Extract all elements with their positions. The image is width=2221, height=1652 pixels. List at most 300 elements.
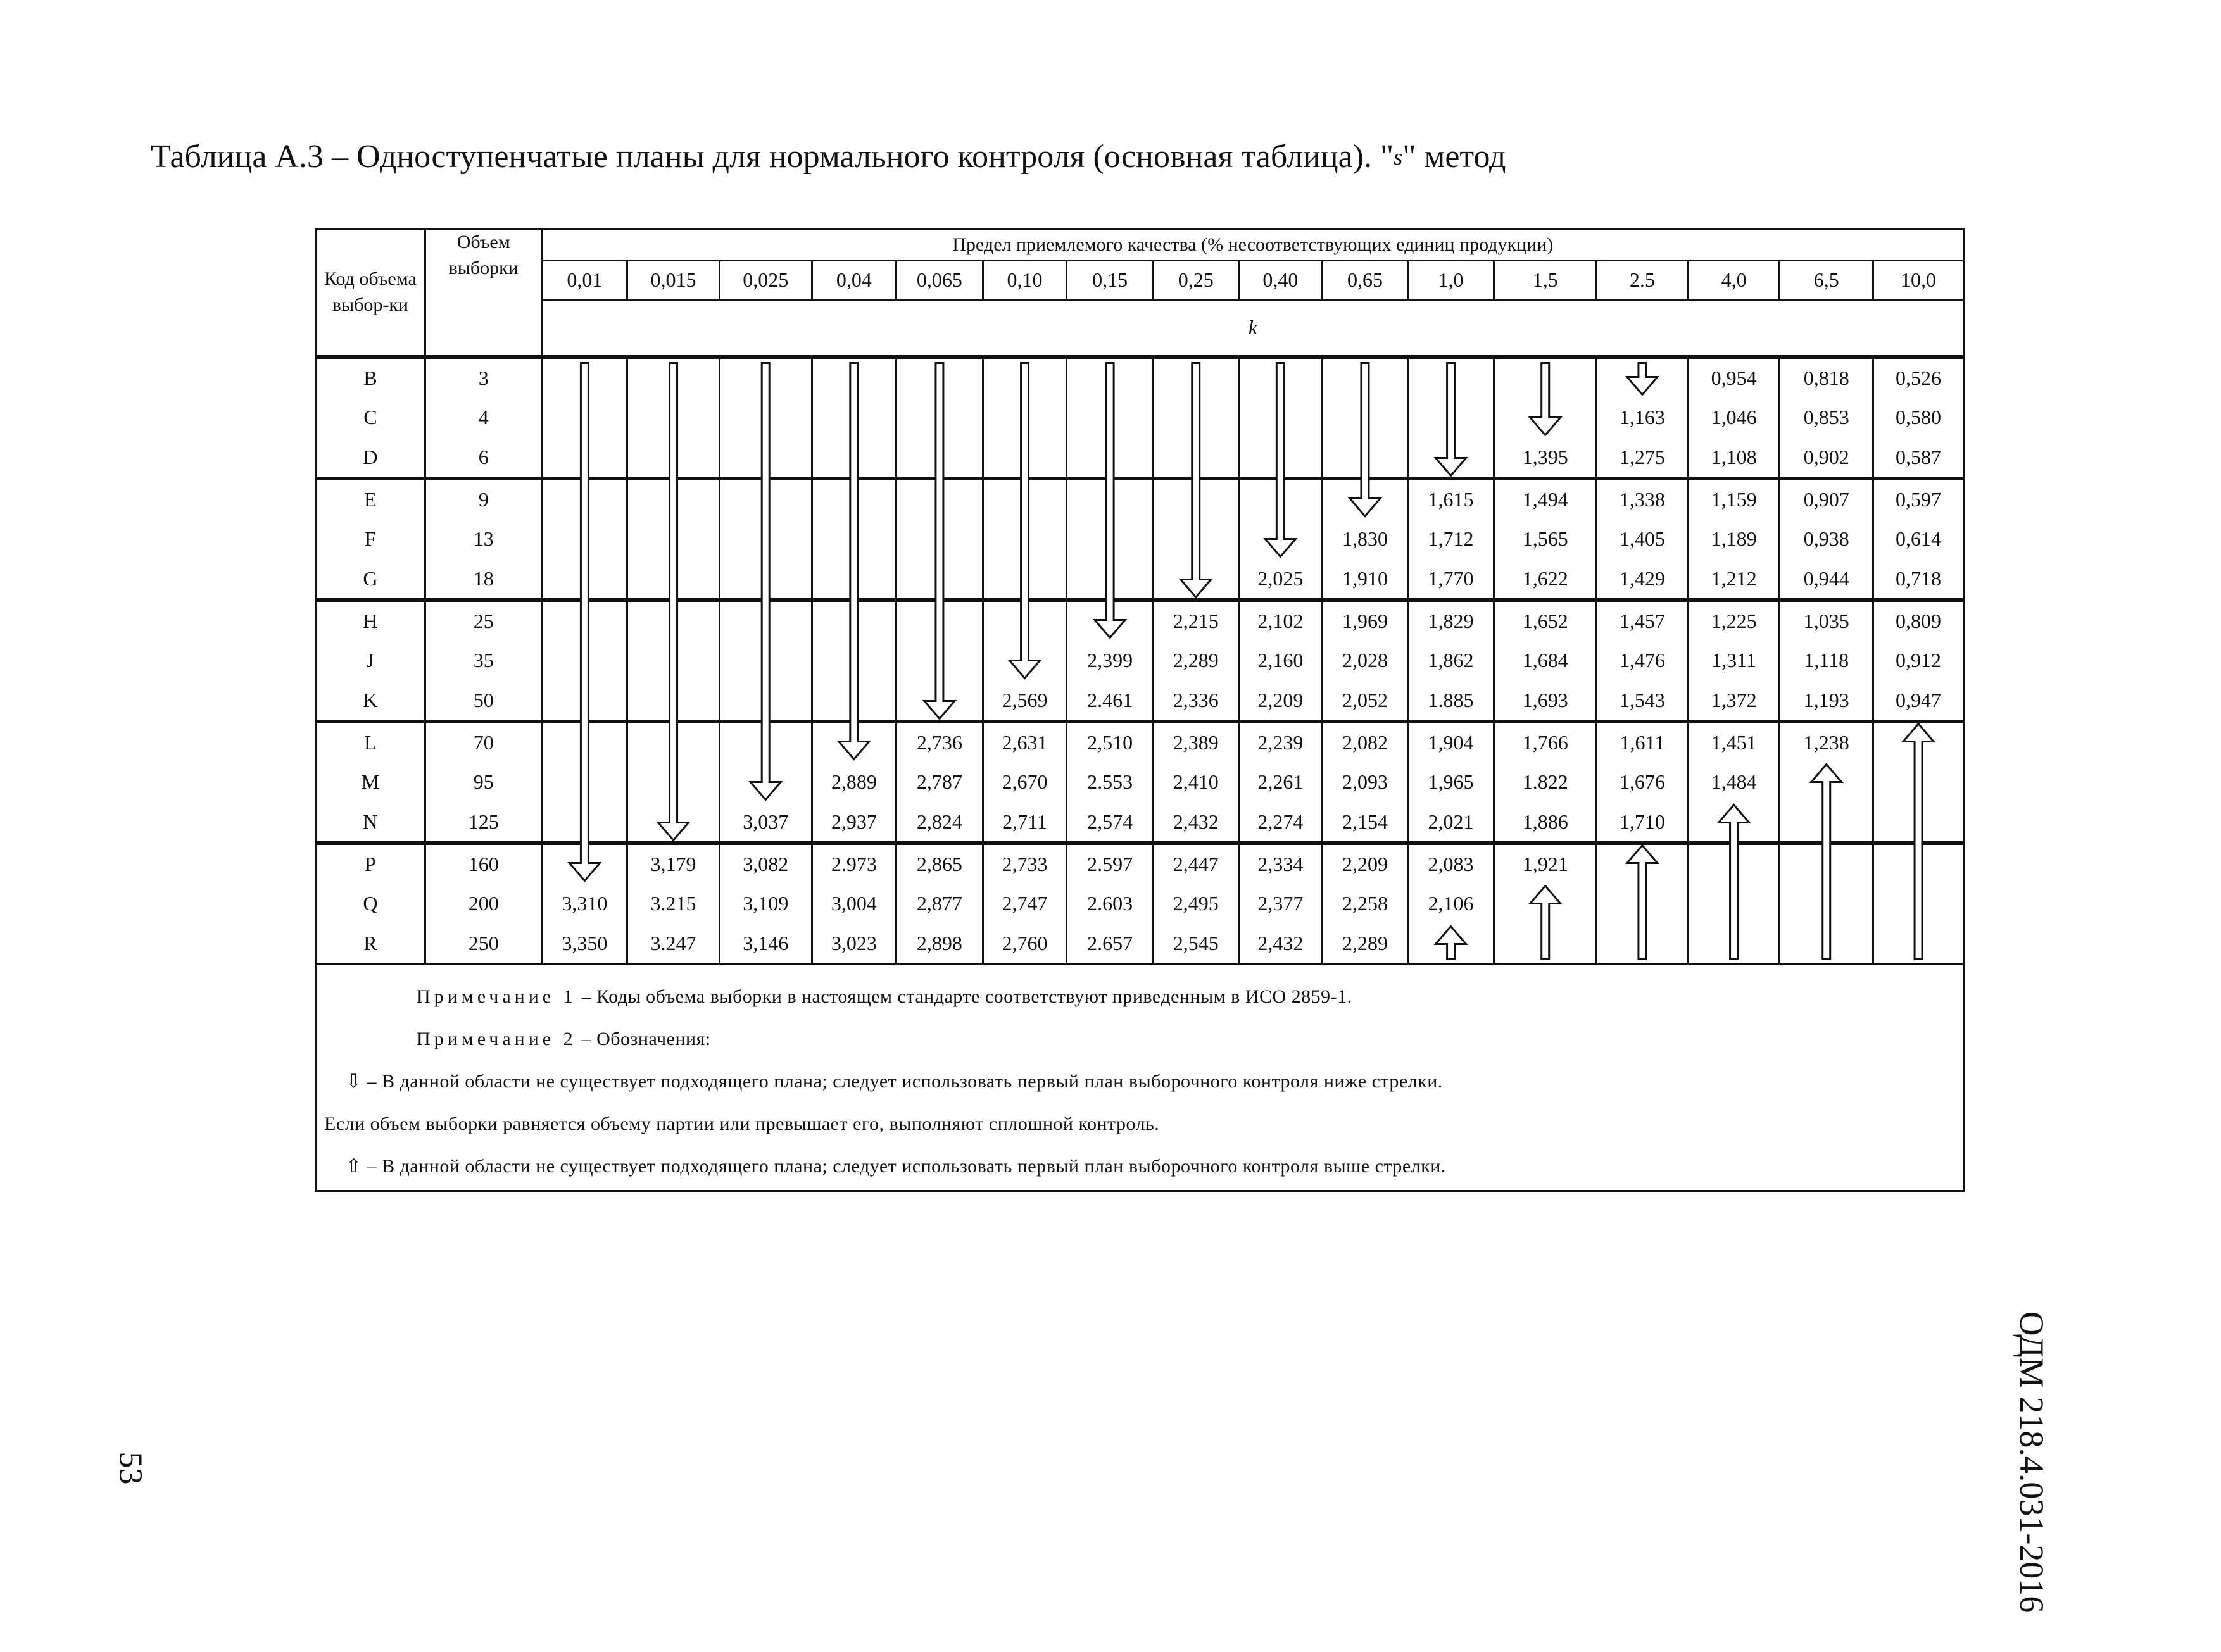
sample-size-cell: 250 [425,924,542,965]
k-value-cell [542,479,627,519]
k-value-cell [1494,357,1597,397]
k-value-cell [719,479,812,519]
k-value-cell [812,681,897,722]
k-value-cell: 0,938 [1780,519,1873,560]
table-row [316,397,1964,438]
k-value-cell: 1,163 [1597,397,1689,438]
sample-code-cell: Q [316,884,425,924]
k-value-cell: 3,023 [812,924,897,965]
header-sample-size: Объем выборки [425,229,542,357]
document-code: ОДМ 218.4.031-2016 [2013,1311,2051,1613]
k-value-cell: 3,004 [812,884,897,924]
aql-level-header: 0,10 [983,261,1067,300]
k-value-cell: 1,035 [1780,600,1873,641]
k-value-cell [627,397,720,438]
k-value-cell: 2,631 [983,722,1067,762]
k-value-cell: 1,862 [1407,641,1494,681]
k-value-cell [719,722,812,762]
k-value-cell [1407,438,1494,479]
k-value-cell: 2,261 [1238,762,1323,803]
k-value-cell [719,560,812,600]
k-value-cell [542,560,627,600]
k-value-cell: 2,215 [1153,600,1238,641]
k-value-cell [897,357,983,397]
table-row [316,924,1964,965]
k-value-cell: 0,907 [1780,479,1873,519]
k-value-cell [812,641,897,681]
k-value-cell [983,397,1067,438]
k-value-cell [719,762,812,803]
k-value-cell: 1,565 [1494,519,1597,560]
k-value-cell: 2.461 [1067,681,1154,722]
sample-size-cell: 35 [425,641,542,681]
sample-code-cell: B [316,357,425,397]
k-value-cell: 0,718 [1873,560,1964,600]
k-value-cell: 2,239 [1238,722,1323,762]
k-value-cell [627,357,720,397]
k-value-cell: 0,902 [1780,438,1873,479]
k-value-cell [1597,924,1689,965]
k-value-cell: 1,969 [1323,600,1408,641]
k-value-cell [627,479,720,519]
sample-code-cell: C [316,397,425,438]
aql-levels-row [316,261,1964,300]
k-value-cell: 0,580 [1873,397,1964,438]
sample-code-cell: N [316,803,425,843]
k-value-cell [1153,357,1238,397]
k-value-cell [627,722,720,762]
k-value-cell: 1,710 [1597,803,1689,843]
k-value-cell: 2,399 [1067,641,1154,681]
k-value-cell: 2,052 [1323,681,1408,722]
sample-size-cell: 13 [425,519,542,560]
k-value-cell: 1.822 [1494,762,1597,803]
note-1-label: Примечание 1 [417,986,577,1007]
k-value-cell: 1,372 [1688,681,1780,722]
k-value-cell [542,438,627,479]
k-value-cell [897,681,983,722]
k-value-cell [1873,924,1964,965]
k-value-cell: 1,189 [1688,519,1780,560]
k-value-cell [812,519,897,560]
k-value-cell [1597,884,1689,924]
k-value-cell [719,438,812,479]
k-value-cell: 1,395 [1494,438,1597,479]
k-value-cell [1238,397,1323,438]
table-row [316,357,1964,397]
k-value-cell: 2,889 [812,762,897,803]
k-value-cell [1407,397,1494,438]
page-number: 53 [112,1451,149,1485]
k-value-cell: 2,274 [1238,803,1323,843]
k-value-cell [1238,519,1323,560]
k-value-cell: 2,025 [1238,560,1323,600]
k-value-cell: 0,587 [1873,438,1964,479]
header-k: k [542,300,1963,357]
k-value-cell: 1,611 [1597,722,1689,762]
k-value-cell: 2,154 [1323,803,1408,843]
k-value-cell: 2,336 [1153,681,1238,722]
k-value-cell: 1,684 [1494,641,1597,681]
k-value-cell [542,519,627,560]
k-value-cell [1067,438,1154,479]
k-value-cell: 1,476 [1597,641,1689,681]
sample-code-cell: D [316,438,425,479]
table-caption [151,138,1506,175]
k-value-cell [812,479,897,519]
k-value-cell: 1,311 [1688,641,1780,681]
k-value-cell: 2,389 [1153,722,1238,762]
k-value-cell [1323,357,1408,397]
k-value-cell [542,681,627,722]
k-value-cell [627,560,720,600]
table-row [316,438,1964,479]
k-value-cell: 0,954 [1688,357,1780,397]
k-value-cell: 1,770 [1407,560,1494,600]
sample-code-cell: G [316,560,425,600]
k-value-cell: 2.973 [812,843,897,884]
k-value-cell [983,600,1067,641]
k-value-cell [627,803,720,843]
k-value-cell: 2,760 [983,924,1067,965]
k-value-cell: 1,275 [1597,438,1689,479]
k-value-cell [542,803,627,843]
k-value-cell [542,722,627,762]
sample-size-cell: 18 [425,560,542,600]
k-value-cell [1688,884,1780,924]
k-value-cell [1873,884,1964,924]
k-value-cell: 1,108 [1688,438,1780,479]
note-arrow-down-text: – В данной области не существует подходящего плана; следует использовать первый план выборочного контроля ниже стрелки. [362,1071,1443,1092]
sample-size-cell: 9 [425,479,542,519]
k-value-cell: 2,824 [897,803,983,843]
aql-level-header: 0,40 [1238,261,1323,300]
sample-code-cell: M [316,762,425,803]
k-value-cell [1780,803,1873,843]
k-value-cell: 2.657 [1067,924,1154,965]
k-value-cell: 1,904 [1407,722,1494,762]
k-value-cell [1238,357,1323,397]
k-value-cell [1494,924,1597,965]
k-value-cell [983,438,1067,479]
notes-cell [316,965,1964,1191]
aql-level-header: 10,0 [1873,261,1964,300]
table-row [316,722,1964,762]
k-value-cell: 1,159 [1688,479,1780,519]
k-value-cell [542,357,627,397]
k-value-cell [719,357,812,397]
k-value-cell: 0,809 [1873,600,1964,641]
k-value-cell: 2,334 [1238,843,1323,884]
note-1-text: – Коды объема выборки в настоящем стандарте соответствуют приведенным в ИСО 2859-1. [576,986,1352,1007]
k-value-cell [983,641,1067,681]
k-value-cell: 1,921 [1494,843,1597,884]
k-value-cell: 2,711 [983,803,1067,843]
k-value-cell: 2,377 [1238,884,1323,924]
k-value-cell: 2,545 [1153,924,1238,965]
k-value-cell: 1,676 [1597,762,1689,803]
table-row [316,884,1964,924]
table-row [316,843,1964,884]
k-value-cell [1323,438,1408,479]
k-value-cell: 0,912 [1873,641,1964,681]
k-value-cell [1153,438,1238,479]
aql-level-header: 0,15 [1067,261,1154,300]
aql-level-header: 0,65 [1323,261,1408,300]
aql-level-header: 0,25 [1153,261,1238,300]
k-value-cell: 2,410 [1153,762,1238,803]
k-value-cell [1780,762,1873,803]
k-value-cell: 2,865 [897,843,983,884]
k-value-cell [627,762,720,803]
sample-code-cell: R [316,924,425,965]
note-arrow-down [317,1060,1963,1103]
k-value-cell: 2,028 [1323,641,1408,681]
k-value-cell [1688,924,1780,965]
header-aql-group: Предел приемлемого качества (% несоответствующих единиц продукции) [542,229,1963,261]
k-value-cell: 2,021 [1407,803,1494,843]
k-value-cell [1407,924,1494,965]
aql-level-header: 0,04 [812,261,897,300]
k-value-cell: 2.597 [1067,843,1154,884]
sample-code-cell: H [316,600,425,641]
k-value-cell [542,843,627,884]
k-value-cell [719,641,812,681]
k-value-cell: 2.553 [1067,762,1154,803]
k-value-cell: 3,350 [542,924,627,965]
note-arrow-up [317,1145,1963,1187]
note-1 [317,975,1963,1018]
aql-level-header: 4,0 [1688,261,1780,300]
k-value-cell [812,357,897,397]
k-value-cell [1067,600,1154,641]
table-row [316,479,1964,519]
k-value-cell [897,479,983,519]
k-value-cell [719,397,812,438]
sample-size-cell: 200 [425,884,542,924]
k-value-cell [1780,924,1873,965]
k-value-cell [627,641,720,681]
k-value-cell [542,600,627,641]
k-value-cell: 2,083 [1407,843,1494,884]
k-value-cell [542,397,627,438]
k-value-cell [1597,357,1689,397]
sample-size-cell: 3 [425,357,542,397]
k-value-cell: 1,494 [1494,479,1597,519]
k-value-cell: 2,898 [897,924,983,965]
k-value-cell [1323,479,1408,519]
k-value-cell: 1.885 [1407,681,1494,722]
k-value-cell: 2,670 [983,762,1067,803]
k-value-cell [1494,884,1597,924]
k-value-cell [627,681,720,722]
note-full-control: Если объем выборки равняется объему партии или превышает его, выполняют сплошной контроль. [324,1113,1160,1134]
aql-level-header: 0,065 [897,261,983,300]
k-value-cell [719,681,812,722]
table-row [316,641,1964,681]
k-value-cell [1067,519,1154,560]
k-value-cell [983,357,1067,397]
k-value-cell: 2,258 [1323,884,1408,924]
table-row [316,762,1964,803]
sample-size-cell: 160 [425,843,542,884]
k-value-cell: 3,037 [719,803,812,843]
k-value-cell [542,762,627,803]
table-row [316,600,1964,641]
sampling-plans-table [315,228,1965,1192]
k-value-cell [812,397,897,438]
k-value-cell [812,722,897,762]
k-value-cell: 2,160 [1238,641,1323,681]
k-value-cell [1780,843,1873,884]
k-value-cell [719,600,812,641]
k-value-cell: 2,510 [1067,722,1154,762]
k-value-cell [1067,479,1154,519]
k-value-cell [1153,397,1238,438]
sample-size-cell: 6 [425,438,542,479]
k-value-cell [983,560,1067,600]
sample-code-cell: L [316,722,425,762]
k-value-cell: 2,787 [897,762,983,803]
note-2-text: – Обозначения: [576,1029,711,1049]
k-value-cell: 0,614 [1873,519,1964,560]
k-value-cell [1597,843,1689,884]
k-value-cell: 1,451 [1688,722,1780,762]
k-value-cell: 3,082 [719,843,812,884]
sample-code-cell: F [316,519,425,560]
k-value-cell [627,438,720,479]
aql-level-header: 6,5 [1780,261,1873,300]
k-value-cell: 3,179 [627,843,720,884]
k-value-cell: 1,225 [1688,600,1780,641]
k-value-cell: 1,712 [1407,519,1494,560]
k-value-cell: 1,338 [1597,479,1689,519]
k-value-cell: 2,937 [812,803,897,843]
k-value-cell: 3,310 [542,884,627,924]
sample-code-cell: E [316,479,425,519]
aql-level-header: 0,025 [719,261,812,300]
k-value-cell [1873,762,1964,803]
k-value-cell: 2,495 [1153,884,1238,924]
k-value-cell: 2,447 [1153,843,1238,884]
note-2-label: Примечание 2 [417,1029,577,1049]
k-value-cell: 1,238 [1780,722,1873,762]
k-value-cell: 2,106 [1407,884,1494,924]
caption-symbol: s [1394,144,1403,170]
sample-size-cell: 125 [425,803,542,843]
k-value-cell [719,519,812,560]
k-value-cell: 0,944 [1780,560,1873,600]
k-value-cell: 2,209 [1323,843,1408,884]
k-value-cell [812,560,897,600]
k-value-cell: 1,457 [1597,600,1689,641]
k-value-cell: 1,543 [1597,681,1689,722]
k-value-cell [1873,843,1964,884]
table-body [316,357,1964,965]
sample-code-cell: K [316,681,425,722]
k-value-cell: 1,829 [1407,600,1494,641]
aql-level-header: 1,5 [1494,261,1597,300]
k-value-cell [1323,397,1408,438]
k-value-cell: 0,853 [1780,397,1873,438]
k-value-cell: 1,615 [1407,479,1494,519]
k-value-cell [1153,560,1238,600]
k-value-cell [542,641,627,681]
k-value-cell [897,397,983,438]
k-value-cell: 3,109 [719,884,812,924]
k-value-cell: 0,947 [1873,681,1964,722]
k-value-cell: 2,209 [1238,681,1323,722]
k-value-cell [1688,843,1780,884]
k-value-cell: 1,830 [1323,519,1408,560]
k-value-cell: 0,597 [1873,479,1964,519]
k-value-cell [897,600,983,641]
k-value-cell: 1,693 [1494,681,1597,722]
k-value-cell: 3,146 [719,924,812,965]
k-value-cell: 2,733 [983,843,1067,884]
k-value-cell: 1,652 [1494,600,1597,641]
sample-code-cell: J [316,641,425,681]
k-value-cell: 1,910 [1323,560,1408,600]
k-value-cell [1238,438,1323,479]
k-value-cell: 2,569 [983,681,1067,722]
sample-size-cell: 4 [425,397,542,438]
aql-level-header: 0,01 [542,261,627,300]
k-value-cell [1067,397,1154,438]
k-value-cell [897,560,983,600]
k-value-cell [1873,803,1964,843]
k-value-cell [812,600,897,641]
k-value-cell: 2,432 [1153,803,1238,843]
caption-suffix: " метод [1402,139,1506,175]
k-value-cell [627,519,720,560]
k-value-cell: 2,736 [897,722,983,762]
k-value-cell [1780,884,1873,924]
k-value-cell: 1,766 [1494,722,1597,762]
k-value-cell [1688,803,1780,843]
sample-code-cell: P [316,843,425,884]
k-value-cell: 1,405 [1597,519,1689,560]
k-value-cell [812,438,897,479]
k-value-cell: 2,082 [1323,722,1408,762]
k-value-cell: 2,877 [897,884,983,924]
k-value-cell: 0,526 [1873,357,1964,397]
k-value-cell [627,600,720,641]
k-value-cell [1067,560,1154,600]
arrow-up-icon: ⇧ [346,1156,362,1177]
k-value-cell [1067,357,1154,397]
k-value-cell: 2,102 [1238,600,1323,641]
k-value-cell: 1,046 [1688,397,1780,438]
k-value-cell: 1,193 [1780,681,1873,722]
table-row [316,519,1964,560]
k-value-cell [1153,479,1238,519]
k-value-cell [1494,397,1597,438]
k-value-cell: 2,093 [1323,762,1408,803]
k-value-cell: 1,965 [1407,762,1494,803]
aql-level-header: 1,0 [1407,261,1494,300]
table-row [316,560,1964,600]
aql-level-header: 2.5 [1597,261,1689,300]
k-value-cell: 1,484 [1688,762,1780,803]
k-value-cell [1238,479,1323,519]
note-2 [317,1018,1963,1060]
caption-prefix: Таблица А.3 – Одноступенчатые планы для нормального контроля (основная таблица). " [151,139,1394,175]
k-value-cell: 0,818 [1780,357,1873,397]
k-value-cell [1407,357,1494,397]
k-value-cell: 1,212 [1688,560,1780,600]
k-value-cell [897,519,983,560]
